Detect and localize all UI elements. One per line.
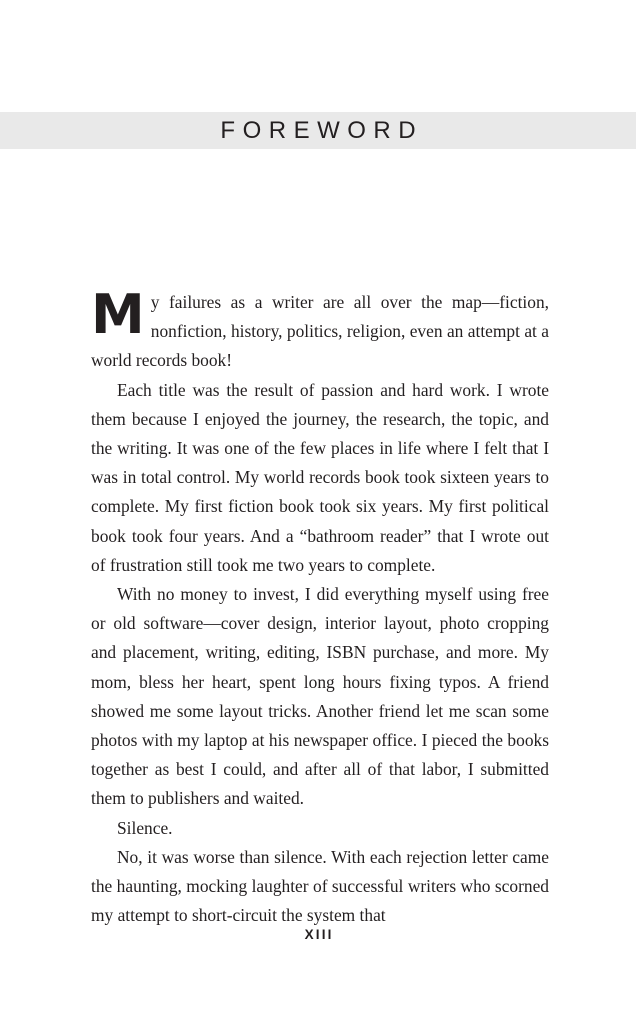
paragraph-3 [91,580,549,814]
body-text-column [91,283,549,930]
paragraph-3-text: With no money to invest, I did everything myself using free or old software—cover design, interior layout, photo cropping and placement, writing, editing, ISBN purchase, and more. My mom, bless her heart, spent long hours fixing typos. A friend showed me some layout tricks. Another friend let me scan some photos with my laptop at his newspaper office. I pieced the books together as best I could, and after all of that labor, I submitted them to publishers and waited. [91,584,549,809]
paragraph-1-text: y failures as a writer are all over the map—fiction, nonfiction, history, politics, religion, even an attempt at a world records book! [91,292,549,371]
paragraph-4-text: Silence. [117,817,173,838]
paragraph-2-text: Each title was the result of passion and hard work. I wrote them because I enjoyed the journey, the research, the topic, and the writing. It was one of the few places in life where I felt that I was in total control. My world records book took sixteen years to complete. My first fiction book took six years. My first political book took four years. And a “bathroom reader” that I wrote out of frustration still took me two years to complete. [91,379,549,575]
paragraph-5 [91,843,549,931]
paragraph-5-text: No, it was worse than silence. With each rejection letter came the haunting, mocking laughter of successful writers who scorned my attempt to short-circuit the system that [91,846,549,926]
paragraph-1 [91,283,549,376]
page-title: FOREWORD [220,117,424,144]
paragraph-4 [91,814,549,843]
page-number: XIII [304,927,334,942]
drop-cap-letter: M [91,283,145,346]
paragraph-2 [91,376,549,580]
